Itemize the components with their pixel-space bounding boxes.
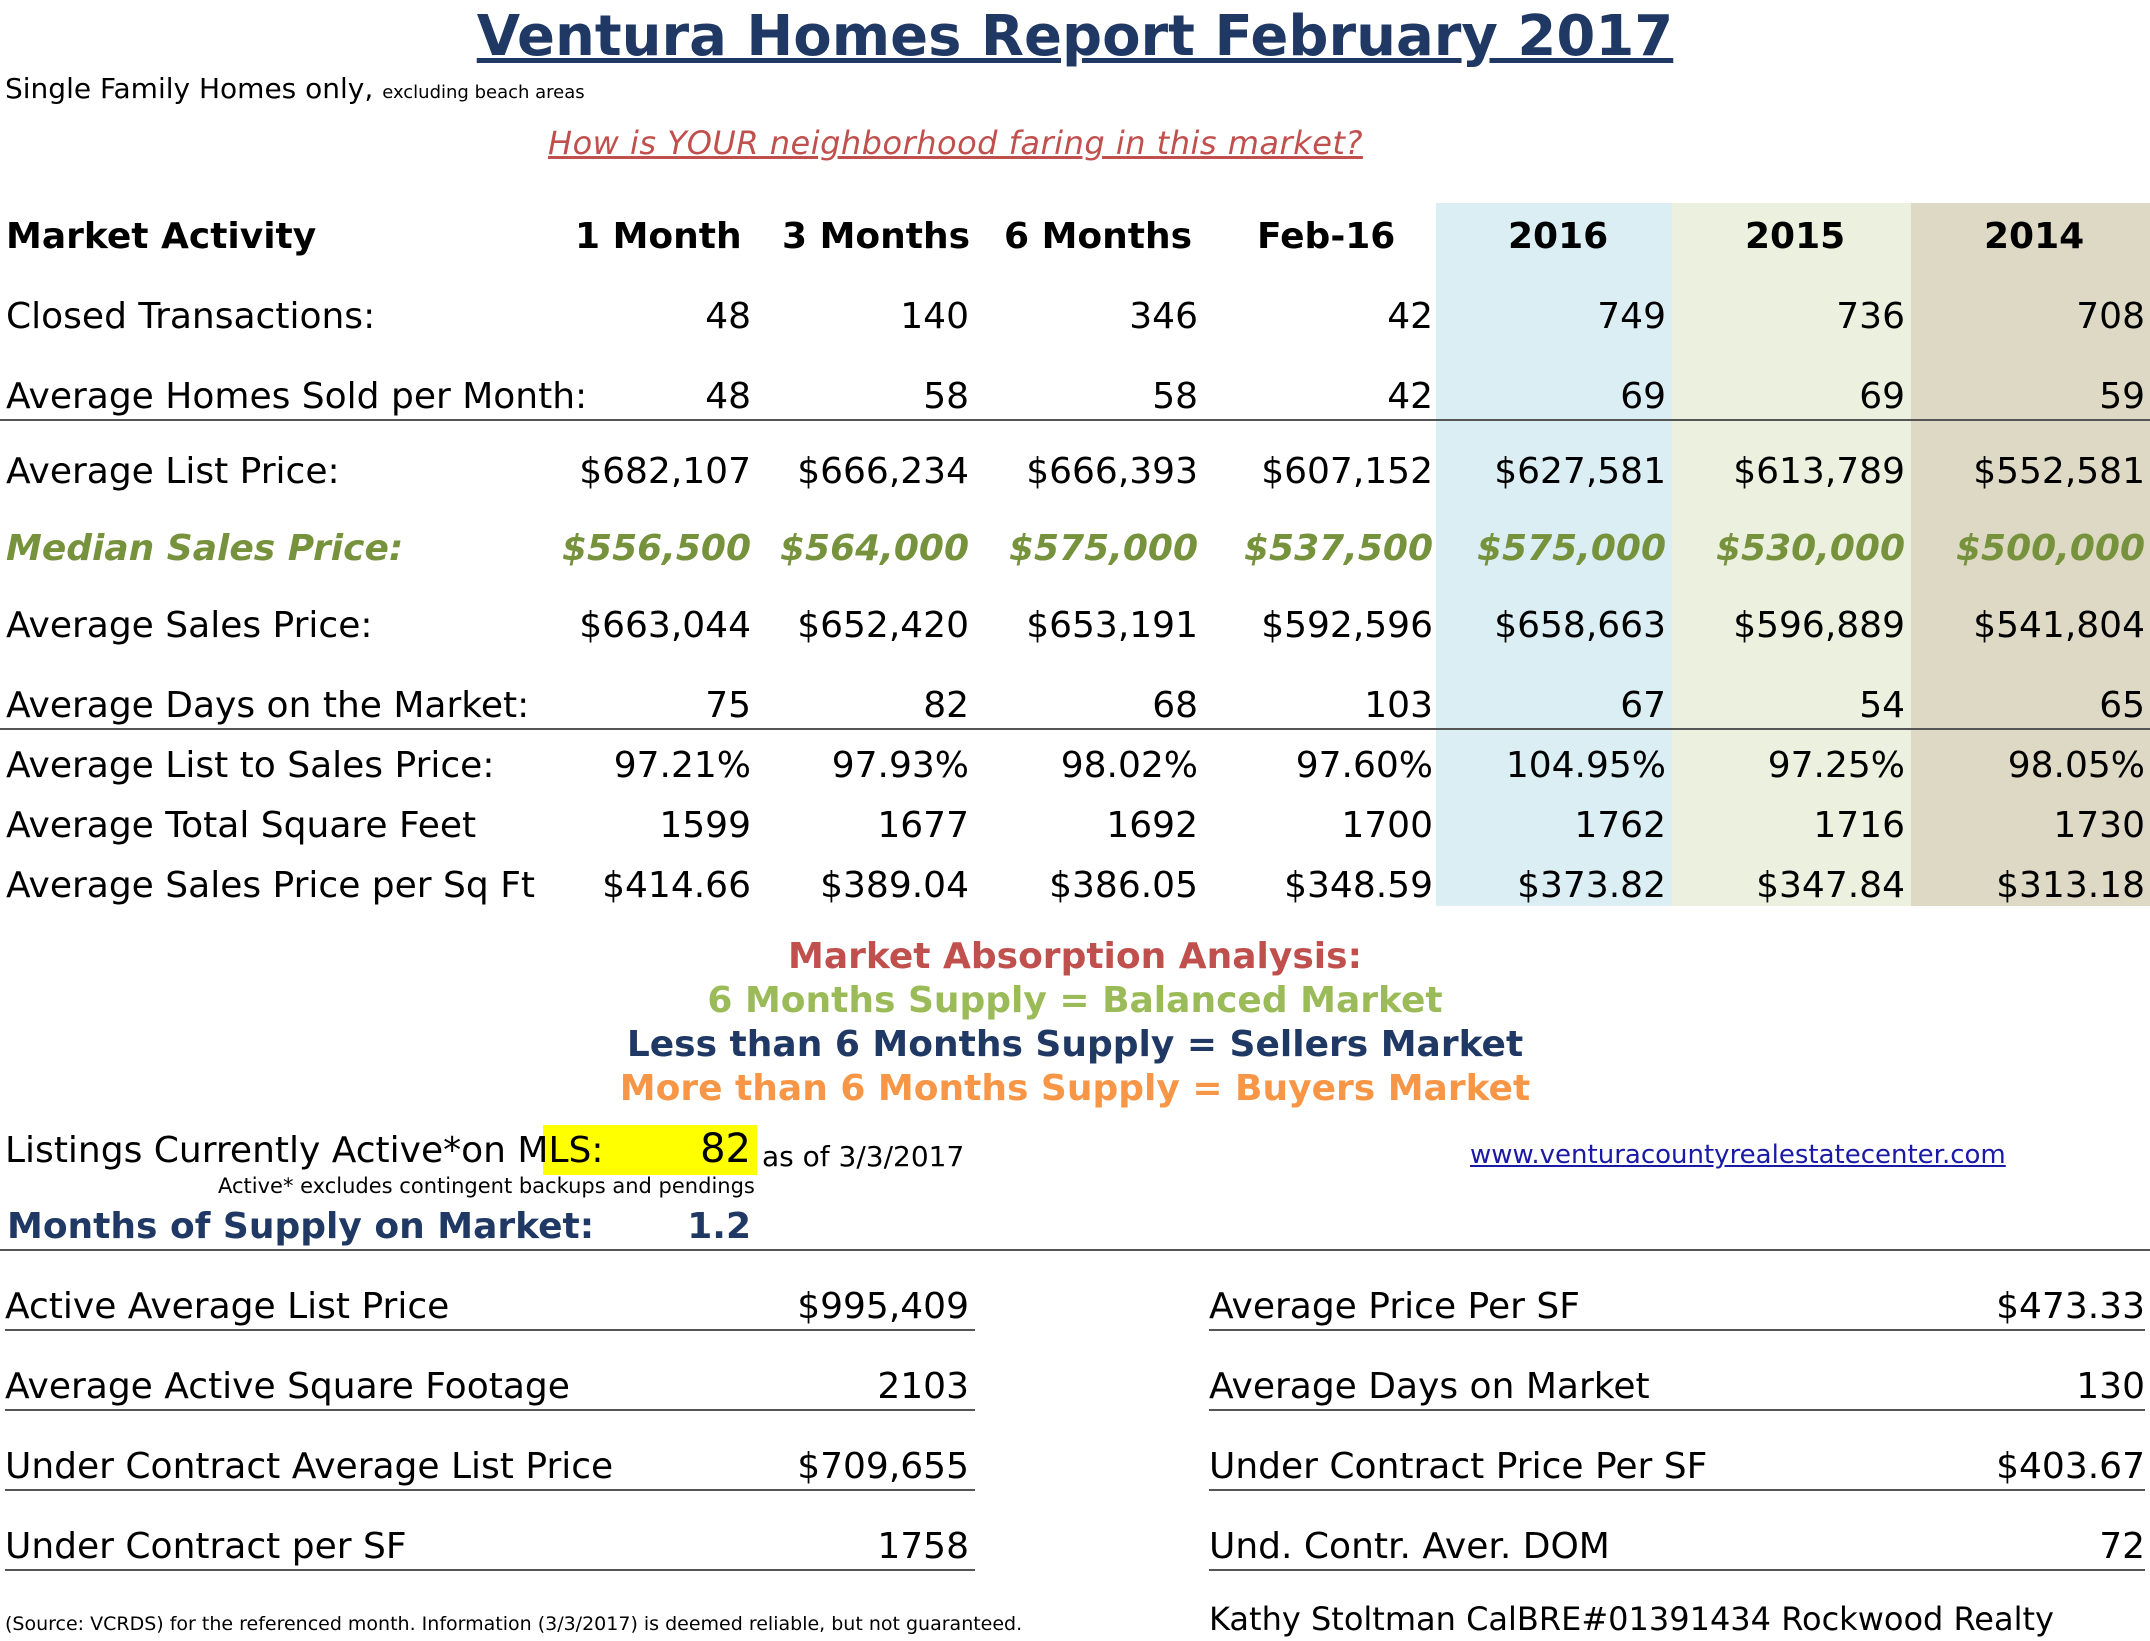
table-cell: $537,500 xyxy=(1243,528,1433,569)
table-cell: 97.21% xyxy=(613,745,751,786)
table-cell: $575,000 xyxy=(1476,528,1666,569)
row-label: Average Sales Price: xyxy=(6,605,373,646)
row-underline xyxy=(1209,1489,2145,1491)
column-header: Feb-16 xyxy=(1257,216,1396,257)
lower-label: Under Contract per SF xyxy=(5,1526,407,1567)
listings-note: Active* excludes contingent backups and pendings xyxy=(218,1174,755,1198)
table-cell: $414.66 xyxy=(602,865,751,906)
row-label: Average List Price: xyxy=(6,451,340,492)
lower-label: Average Price Per SF xyxy=(1209,1286,1580,1327)
column-header: 2014 xyxy=(1984,216,2085,257)
table-cell: 736 xyxy=(1836,296,1905,337)
row-label: Average Total Square Feet xyxy=(6,805,477,846)
table-cell: 1762 xyxy=(1574,805,1666,846)
lower-value: $403.67 xyxy=(1996,1446,2145,1487)
report-title: Ventura Homes Report February 2017 xyxy=(476,4,1674,69)
table-cell: $389.04 xyxy=(820,865,969,906)
row-label: Average Sales Price per Sq Ft xyxy=(6,865,536,906)
lower-value: $709,655 xyxy=(797,1446,969,1487)
lower-value: 1758 xyxy=(877,1526,969,1567)
lower-label: Und. Contr. Aver. DOM xyxy=(1209,1526,1610,1567)
table-cell: 58 xyxy=(1152,376,1198,417)
column-header: 2015 xyxy=(1745,216,1846,257)
row-underline xyxy=(5,1569,975,1571)
lower-label: Average Active Square Footage xyxy=(5,1366,570,1407)
row-underline xyxy=(1209,1569,2145,1571)
months-supply-label: Months of Supply on Market: xyxy=(7,1206,595,1247)
listings-as-of: as of 3/3/2017 xyxy=(762,1140,965,1173)
column-header: 6 Months xyxy=(1004,216,1193,257)
section-divider xyxy=(0,1249,2150,1251)
subtitle-note: excluding beach areas xyxy=(382,82,585,103)
table-cell: 749 xyxy=(1597,296,1666,337)
table-cell: 98.02% xyxy=(1060,745,1198,786)
table-cell: $666,234 xyxy=(797,451,969,492)
table-cell: 103 xyxy=(1364,685,1433,726)
neighborhood-question: How is YOUR neighborhood faring in this market? xyxy=(548,124,1363,162)
lower-label: Average Days on Market xyxy=(1209,1366,1650,1407)
table-cell: $666,393 xyxy=(1026,451,1198,492)
row-underline xyxy=(5,1409,975,1411)
table-cell: 708 xyxy=(2076,296,2145,337)
table-cell: 69 xyxy=(1859,376,1905,417)
row-label: Average List to Sales Price: xyxy=(6,745,495,786)
table-cell: 54 xyxy=(1859,685,1905,726)
source-footer: (Source: VCRDS) for the referenced month. Information (3/3/2017) is deemed reliable, but not guaranteed. xyxy=(5,1613,1023,1635)
table-cell: $556,500 xyxy=(561,528,751,569)
column-header: 2016 xyxy=(1508,216,1609,257)
column-header: 1 Month xyxy=(575,216,742,257)
table-cell: 58 xyxy=(923,376,969,417)
table-cell: $386.05 xyxy=(1049,865,1198,906)
lower-label: Under Contract Average List Price xyxy=(5,1446,614,1487)
row-underline xyxy=(1209,1329,2145,1331)
table-cell: $541,804 xyxy=(1973,605,2145,646)
table-cell: $653,191 xyxy=(1026,605,1198,646)
table-cell: 48 xyxy=(705,376,751,417)
table-cell: $613,789 xyxy=(1733,451,1905,492)
table-cell: $564,000 xyxy=(779,528,969,569)
absorption-buyers: More than 6 Months Supply = Buyers Market xyxy=(619,1068,1531,1109)
table-cell: $658,663 xyxy=(1494,605,1666,646)
table-cell: $530,000 xyxy=(1715,528,1905,569)
table-cell: $500,000 xyxy=(1955,528,2145,569)
table-cell: $652,420 xyxy=(797,605,969,646)
market-activity-heading: Market Activity xyxy=(6,216,317,257)
table-cell: $596,889 xyxy=(1733,605,1905,646)
lower-value: 130 xyxy=(2076,1366,2145,1407)
table-cell: 68 xyxy=(1152,685,1198,726)
row-underline xyxy=(1209,1409,2145,1411)
subtitle-main: Single Family Homes only, xyxy=(5,72,374,105)
table-cell: 346 xyxy=(1129,296,1198,337)
table-divider xyxy=(0,728,2150,730)
table-cell: 1700 xyxy=(1341,805,1433,846)
table-cell: $552,581 xyxy=(1973,451,2145,492)
row-label: Median Sales Price: xyxy=(6,528,404,569)
column-header: 3 Months xyxy=(782,216,971,257)
table-cell: 42 xyxy=(1387,296,1433,337)
table-cell: 97.60% xyxy=(1295,745,1433,786)
table-cell: 1677 xyxy=(877,805,969,846)
lower-value: 72 xyxy=(2099,1526,2145,1567)
table-cell: 140 xyxy=(900,296,969,337)
lower-label: Active Average List Price xyxy=(5,1286,450,1327)
lower-value: 2103 xyxy=(877,1366,969,1407)
row-underline xyxy=(5,1329,975,1331)
website-link[interactable]: www.venturacountyrealestatecenter.com xyxy=(1470,1140,2006,1170)
table-cell: $682,107 xyxy=(579,451,751,492)
table-cell: 1599 xyxy=(659,805,751,846)
table-cell: $348.59 xyxy=(1284,865,1433,906)
row-underline xyxy=(5,1489,975,1491)
table-cell: 97.93% xyxy=(831,745,969,786)
table-cell: 97.25% xyxy=(1767,745,1905,786)
table-divider xyxy=(0,419,2150,421)
table-cell: $347.84 xyxy=(1756,865,1905,906)
table-cell: 69 xyxy=(1620,376,1666,417)
lower-value: $473.33 xyxy=(1996,1286,2145,1327)
table-cell: 48 xyxy=(705,296,751,337)
table-cell: 65 xyxy=(2099,685,2145,726)
table-cell: 104.95% xyxy=(1505,745,1666,786)
table-cell: 1730 xyxy=(2053,805,2145,846)
table-cell: 1716 xyxy=(1813,805,1905,846)
absorption-sellers: Less than 6 Months Supply = Sellers Market xyxy=(626,1024,1524,1065)
lower-value: $995,409 xyxy=(797,1286,969,1327)
listings-label: Listings Currently Active*on MLS: xyxy=(5,1130,604,1171)
table-cell: $592,596 xyxy=(1261,605,1433,646)
absorption-balanced: 6 Months Supply = Balanced Market xyxy=(707,980,1443,1021)
table-cell: $627,581 xyxy=(1494,451,1666,492)
months-supply-value: 1.2 xyxy=(687,1206,751,1247)
listings-value: 82 xyxy=(700,1126,751,1172)
absorption-title: Market Absorption Analysis: xyxy=(788,936,1362,977)
table-cell: 1692 xyxy=(1106,805,1198,846)
table-cell: $373.82 xyxy=(1517,865,1666,906)
table-cell: 42 xyxy=(1387,376,1433,417)
lower-label: Under Contract Price Per SF xyxy=(1209,1446,1708,1487)
table-cell: $663,044 xyxy=(579,605,751,646)
subtitle xyxy=(5,72,585,105)
table-cell: 82 xyxy=(923,685,969,726)
row-label: Average Days on the Market: xyxy=(6,685,530,726)
table-cell: $313.18 xyxy=(1996,865,2145,906)
table-cell: $575,000 xyxy=(1008,528,1198,569)
row-label: Average Homes Sold per Month: xyxy=(6,376,588,417)
table-cell: 75 xyxy=(705,685,751,726)
agent-signature: Kathy Stoltman CalBRE#01391434 Rockwood Realty xyxy=(1209,1600,2054,1638)
table-cell: 98.05% xyxy=(2007,745,2145,786)
table-cell: $607,152 xyxy=(1261,451,1433,492)
table-cell: 67 xyxy=(1620,685,1666,726)
row-label: Closed Transactions: xyxy=(6,296,376,337)
table-cell: 59 xyxy=(2099,376,2145,417)
